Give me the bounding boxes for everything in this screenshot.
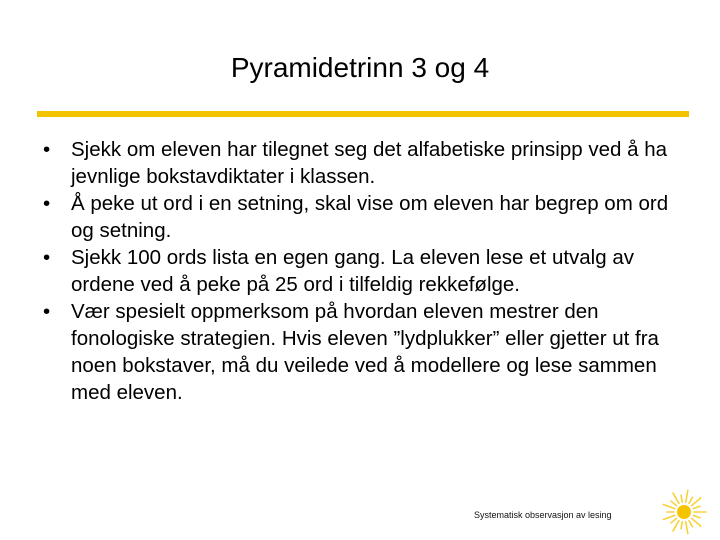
- bullet-marker: •: [43, 192, 51, 215]
- sun-ray: [692, 518, 701, 526]
- sun-icon: [658, 484, 710, 536]
- sun-ray: [681, 522, 682, 529]
- sun-ray: [663, 504, 674, 508]
- sun-ray: [663, 515, 674, 519]
- sun-ray: [671, 501, 676, 506]
- sun-ray: [693, 506, 700, 508]
- bullet-item: [43, 136, 693, 190]
- sun-ray: [686, 522, 688, 534]
- bullet-marker: •: [43, 138, 51, 161]
- sun-ray: [689, 497, 693, 503]
- sun-ray: [673, 493, 679, 503]
- bullet-text: Vær spesielt oppmerksom på hvordan eleven mestrer den fonologiske strategien. Hvis eleven ”lydplukker” eller gjetter ut fra noen bokstaver, må du veilede ved å modellere og lese sammen med eleven.: [71, 300, 659, 404]
- footer-caption: Systematisk observasjon av lesing: [474, 510, 612, 520]
- bullet-text: Sjekk 100 ords lista en egen gang. La eleven lese et utvalg av ordene ved å peke på 25 ord i tilfeldig rekkefølge.: [71, 246, 634, 296]
- sun-ray: [692, 498, 701, 506]
- bullet-item: [43, 298, 693, 406]
- sun-ray: [681, 495, 682, 502]
- sun-ray: [689, 521, 693, 527]
- bullet-marker: •: [43, 300, 51, 323]
- bullet-marker: •: [43, 246, 51, 269]
- bullet-list: [43, 136, 693, 406]
- sun-ray: [673, 521, 679, 531]
- sun-ray: [686, 490, 688, 502]
- sun-ray: [693, 515, 700, 517]
- bullet-text: Sjekk om eleven har tilegnet seg det alfabetiske prinsipp ved å ha jevnlige bokstavdiktater i klassen.: [71, 138, 668, 188]
- bullet-text: Å peke ut ord i en setning, skal vise om eleven har begrep om ord og setning.: [71, 192, 669, 242]
- bullet-item: [43, 190, 693, 244]
- bullet-item: [43, 244, 693, 298]
- title-underline: [37, 111, 689, 117]
- slide-title: Pyramidetrinn 3 og 4: [230, 52, 490, 83]
- sun-ray: [671, 518, 676, 523]
